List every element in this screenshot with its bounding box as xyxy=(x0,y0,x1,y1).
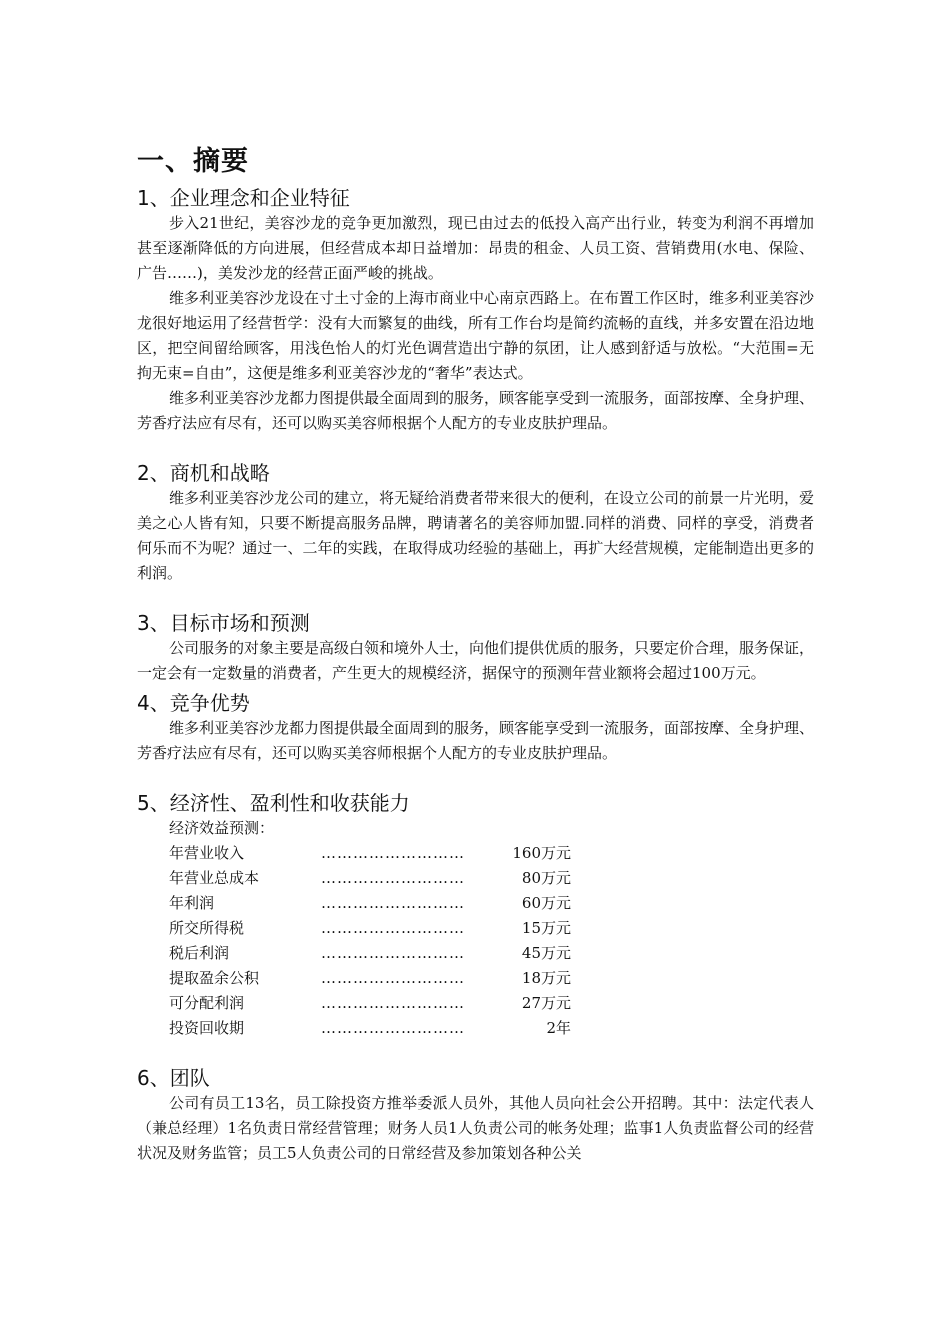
forecast-table-title: 经济效益预测： xyxy=(169,819,275,837)
paragraph: 步入21世纪，美容沙龙的竞争更加激烈，现已由过去的低投入高产出行业，转变为利润不再增加甚至逐渐降低的方向进展，但经营成本却日益增加：昂贵的租金、人员工资、营销费用(水电、保险、广告……)，美发沙龙的经营正面严峻的挑战。 xyxy=(137,214,814,282)
paragraph: 公司服务的对象主要是高级白领和境外人士，向他们提供优质的服务，只要定价合理，服务保证，一定会有一定数量的消费者，产生更大的规模经济，据保守的预测年营业额将会超过100万元。 xyxy=(137,639,815,682)
forecast-label: 所交所得税 xyxy=(169,919,245,937)
forecast-value: 15万元 xyxy=(521,919,571,937)
section-heading: 4、竞争优势 xyxy=(137,691,250,715)
forecast-value: 27万元 xyxy=(521,994,571,1012)
paragraph: 维多利亚美容沙龙都力图提供最全面周到的服务，顾客能享受到一流服务，面部按摩、全身护理、芳香疗法应有尽有，还可以购买美容师根据个人配方的专业皮肤护理品。 xyxy=(137,719,815,762)
forecast-value: 80万元 xyxy=(521,869,571,887)
paragraph: 维多利亚美容沙龙公司的建立，将无疑给消费者带来很大的便利，在设立公司的前景一片光明，爱美之心人皆有知，只要不断提高服务品牌，聘请著名的美容师加盟.同样的消费、同样的享受，消费者何乐而不为呢？通过一、二年的实践，在取得成功经验的基础上，再扩大经营规模，定能制造出更多的利润。 xyxy=(137,489,815,582)
leader-dots: ……………………… xyxy=(321,944,465,962)
forecast-label: 年利润 xyxy=(169,894,215,912)
paragraph: 公司有员工13名，员工除投资方推举委派人员外，其他人员向社会公开招聘。其中：法定代表人（兼总经理）1名负责日常经营管理；财务人员1人负责公司的帐务处理；监事1人负责监督公司的经营状况及财务监管；员工5人负责公司的日常经营及参加策划各种公关 xyxy=(137,1094,814,1162)
forecast-row xyxy=(137,991,814,1016)
forecast-label: 提取盈余公积 xyxy=(169,969,260,987)
section-heading: 6、团队 xyxy=(137,1066,210,1090)
forecast-row xyxy=(137,1016,814,1041)
leader-dots: ……………………… xyxy=(321,919,465,937)
forecast-label: 年营业收入 xyxy=(169,844,245,862)
section-heading: 3、目标市场和预测 xyxy=(137,611,310,635)
section-heading: 2、商机和战略 xyxy=(137,461,270,485)
leader-dots: ……………………… xyxy=(321,969,465,987)
section-heading: 1、企业理念和企业特征 xyxy=(137,186,350,210)
leader-dots: ……………………… xyxy=(321,894,465,912)
section-heading: 5、经济性、盈利性和收获能力 xyxy=(137,791,410,815)
forecast-value: 60万元 xyxy=(521,894,571,912)
leader-dots: ……………………… xyxy=(321,869,465,887)
forecast-label: 年营业总成本 xyxy=(169,869,260,887)
document-body xyxy=(137,143,814,1166)
forecast-value: 18万元 xyxy=(521,969,571,987)
forecast-value: 2年 xyxy=(546,1019,571,1037)
forecast-table xyxy=(137,841,814,1041)
forecast-value: 45万元 xyxy=(521,944,571,962)
leader-dots: ……………………… xyxy=(321,844,465,862)
forecast-row xyxy=(137,841,814,866)
paragraph: 维多利亚美容沙龙设在寸土寸金的上海市商业中心南京西路上。在布置工作区时，维多利亚美容沙龙很好地运用了经营哲学：没有大而繁复的曲线，所有工作台均是简约流畅的直线，并多安置在沿边地区，把空间留给顾客，用浅色怡人的灯光色调营造出宁静的氛团，让人感到舒适与放松。“大范围=无拘无束=自由”，这便是维多利亚美容沙龙的“奢华”表达式。 xyxy=(137,289,815,382)
forecast-value: 160万元 xyxy=(512,844,571,862)
paragraph: 维多利亚美容沙龙都力图提供最全面周到的服务，顾客能享受到一流服务，面部按摩、全身护理、芳香疗法应有尽有，还可以购买美容师根据个人配方的专业皮肤护理品。 xyxy=(137,389,815,432)
leader-dots: ……………………… xyxy=(321,1019,465,1037)
forecast-label: 可分配利润 xyxy=(169,994,245,1012)
forecast-row xyxy=(137,916,814,941)
forecast-row xyxy=(137,891,814,916)
forecast-row xyxy=(137,866,814,891)
document-title: 一、摘要 xyxy=(137,146,249,177)
forecast-row xyxy=(137,966,814,991)
leader-dots: ……………………… xyxy=(321,994,465,1012)
forecast-row xyxy=(137,941,814,966)
forecast-label: 投资回收期 xyxy=(169,1019,245,1037)
forecast-label: 税后利润 xyxy=(169,944,230,962)
